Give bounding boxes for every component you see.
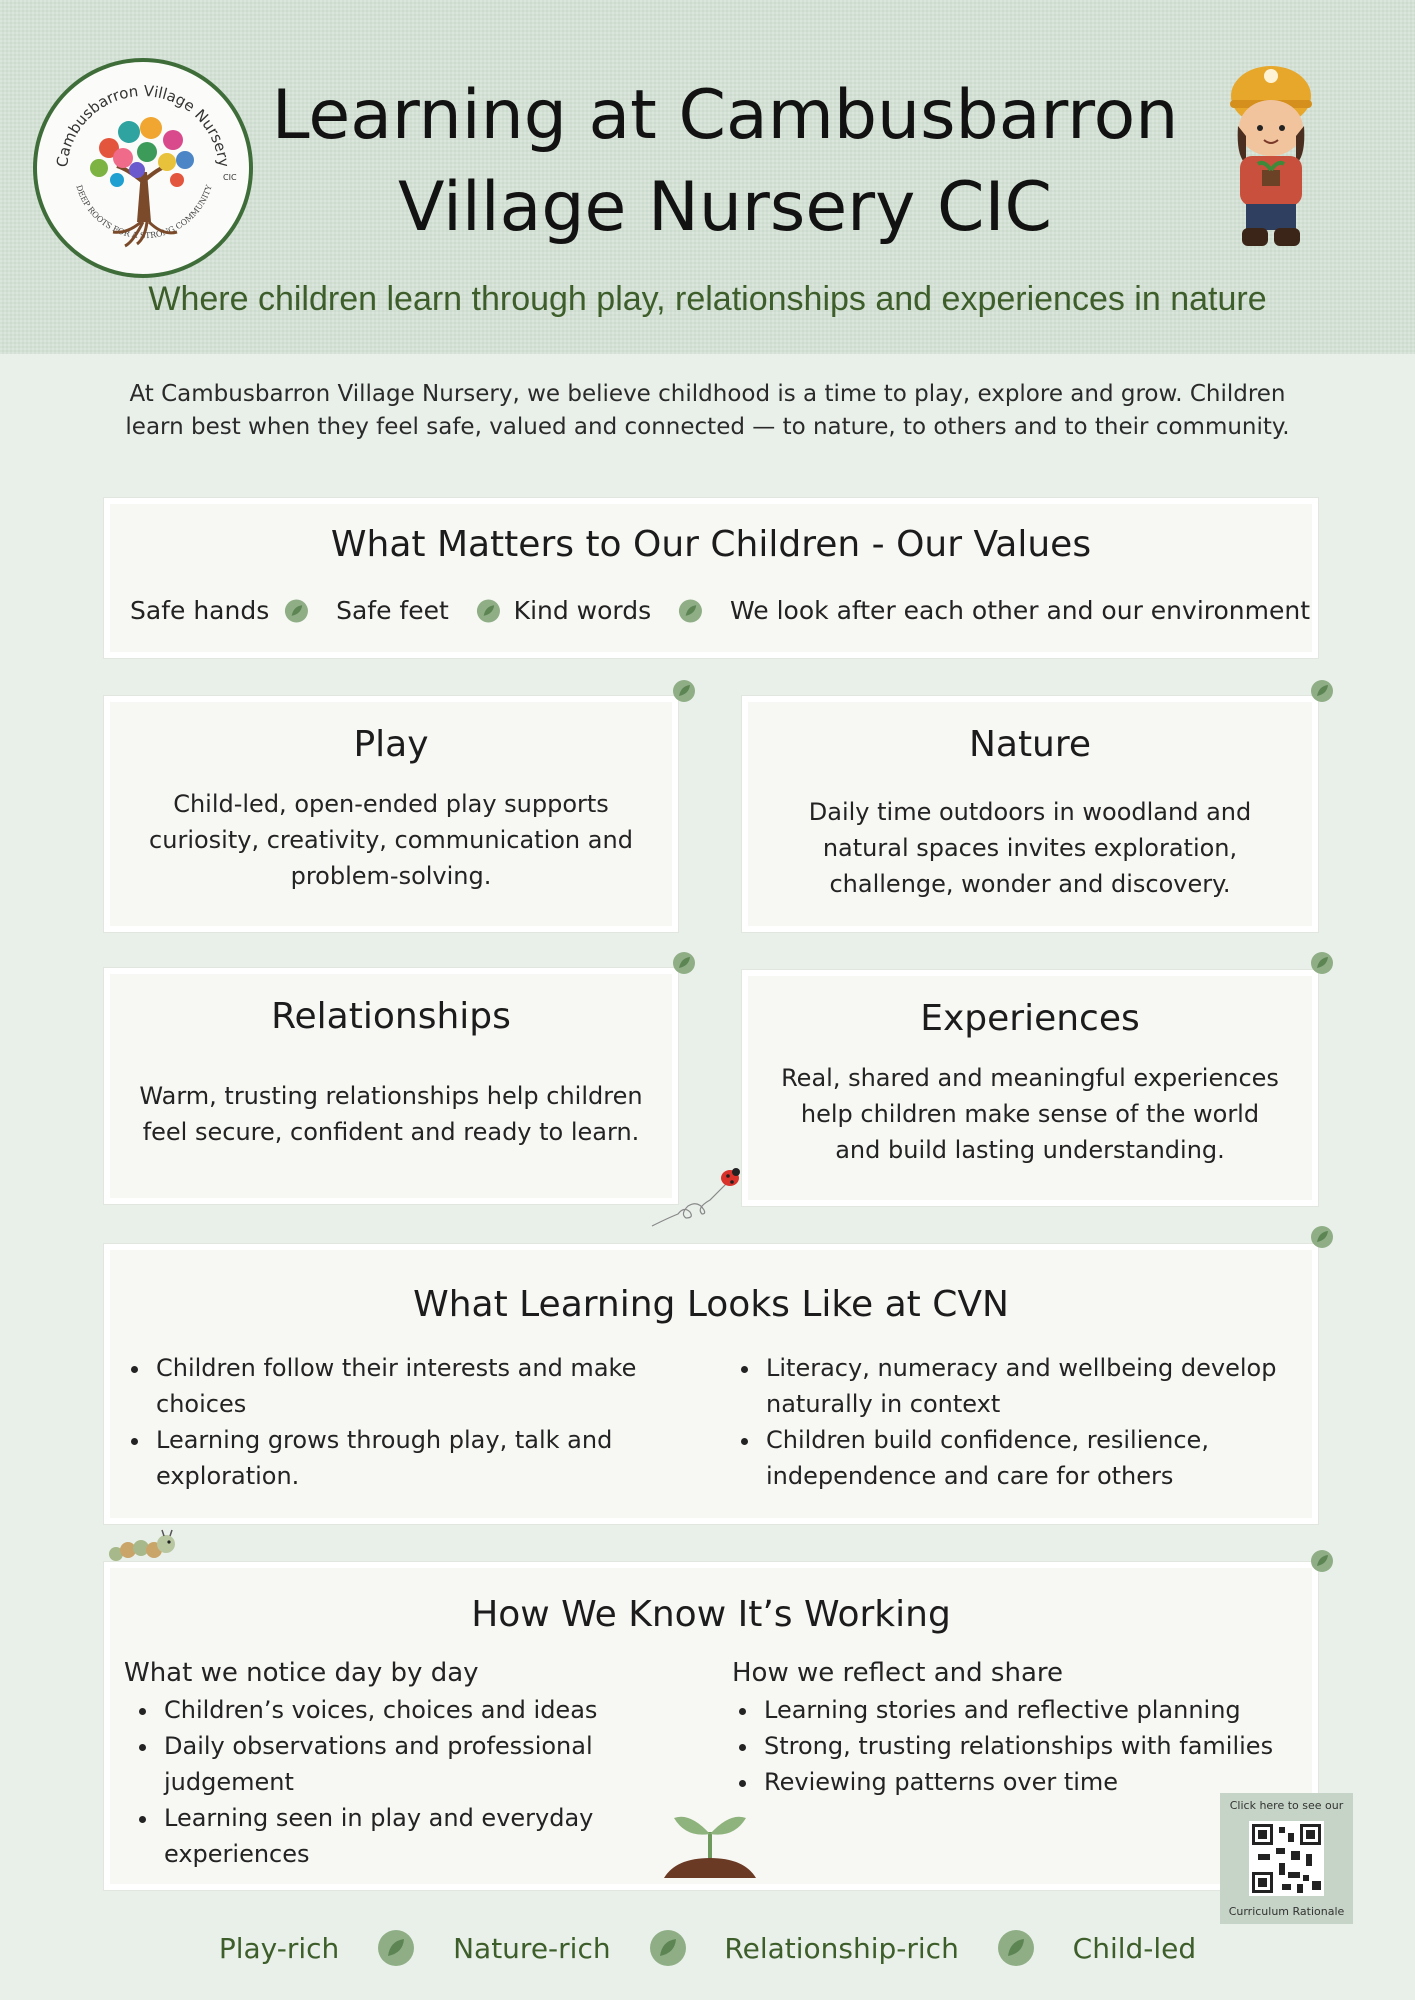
header-banner [0, 0, 1415, 354]
leaf-icon [996, 1928, 1036, 1968]
footer-keyword: Relationship-rich [724, 1931, 959, 1965]
working-list-left [124, 1692, 664, 1872]
pillar-text-line: problem-solving. [290, 862, 492, 890]
pillar-title: Experiences [920, 998, 1140, 1039]
footer-keywords [0, 1928, 1415, 1968]
qr-caption-top: Click here to see our [1229, 1799, 1344, 1812]
pillar-text [768, 1060, 1292, 1168]
list-item: • Learning grows through play, talk and exploration. [152, 1422, 672, 1494]
pillar-card-play [104, 696, 678, 932]
tree-logo-icon [37, 62, 249, 274]
pillar-card-experiences [742, 970, 1318, 1206]
pillar-card-relationships [104, 968, 678, 1204]
pillar-text-line: Real, shared and meaningful experiences [781, 1064, 1279, 1092]
working-left-column [124, 1658, 664, 1872]
logo-ring-text: Cambusbarron Village Nursery [53, 81, 233, 169]
value-item: We look after each other and our environment [730, 596, 1311, 625]
leaf-icon [1309, 678, 1335, 704]
pillar-text-line: natural spaces invites exploration, [822, 834, 1238, 862]
list-item: • Children’s voices, choices and ideas [160, 1692, 664, 1728]
gardener-mascot-icon [1216, 56, 1326, 256]
leaf-icon [376, 1928, 416, 1968]
caterpillar-icon [108, 1528, 180, 1564]
pillar-title: Nature [968, 724, 1092, 765]
leaf-icon [1309, 950, 1335, 976]
seedling-icon [660, 1802, 760, 1880]
list-item: • Learning stories and reflective planning [760, 1692, 1292, 1728]
intro-line-1: At Cambusbarron Village Nursery, we believe childhood is a time to play, explore and grow. Children [129, 381, 1286, 407]
pillar-text-line: help children make sense of the world [800, 1100, 1260, 1128]
leaf-icon [1309, 1224, 1335, 1250]
pillar-card-nature [742, 696, 1318, 932]
list-item: • Reviewing patterns over time [760, 1764, 1292, 1800]
value-item: Kind words [513, 596, 652, 625]
intro-line-2: learn best when they feel safe, valued and connected — to nature, to others and to their community. [125, 414, 1290, 440]
working-list-right [732, 1692, 1292, 1800]
intro-paragraph [100, 378, 1315, 444]
ladybird-icon [648, 1162, 744, 1230]
footer-keyword: Child-led [1072, 1931, 1197, 1965]
pillar-text [768, 794, 1292, 902]
list-item: • Children build confidence, resilience, independence and care for others [762, 1422, 1322, 1494]
column-title: How we reflect and share [732, 1658, 1064, 1688]
leaf-icon [671, 678, 697, 704]
learning-card [104, 1244, 1318, 1524]
title-line-1: Learning at Cambusbarron [271, 76, 1179, 155]
leaf-icon [671, 950, 697, 976]
qr-code-icon[interactable] [1249, 1821, 1324, 1896]
column-title: What we notice day by day [124, 1658, 479, 1688]
leaf-icon [677, 597, 704, 625]
learning-list-left [124, 1350, 672, 1494]
leaf-icon [1309, 1548, 1335, 1574]
pillar-text-line: and build lasting understanding. [835, 1136, 1225, 1164]
pillar-text-line: Child-led, open-ended play supports [173, 790, 609, 818]
values-list [130, 596, 1310, 625]
footer-keyword: Play-rich [218, 1931, 340, 1965]
leaf-icon [283, 597, 310, 625]
pillar-text [130, 786, 652, 894]
working-title: How We Know It’s Working [471, 1594, 951, 1635]
pillar-text [130, 1078, 652, 1150]
footer-keyword: Nature-rich [453, 1931, 611, 1965]
page-title [260, 70, 1190, 254]
value-item: Safe hands [130, 596, 270, 625]
learning-title: What Learning Looks Like at CVN [413, 1284, 1009, 1325]
pillar-title: Play [353, 724, 429, 765]
list-item: • Daily observations and professional judgement [160, 1728, 664, 1800]
pillar-text-line: Warm, trusting relationships help children [139, 1082, 643, 1110]
curriculum-qr-link[interactable] [1220, 1793, 1353, 1924]
list-item: • Learning seen in play and everyday experiences [160, 1800, 664, 1872]
pillar-text-line: Daily time outdoors in woodland and [808, 798, 1252, 826]
pillar-text-line: curiosity, creativity, communication and [149, 826, 633, 854]
title-line-2: Village Nursery CIC [397, 168, 1052, 247]
values-title: What Matters to Our Children - Our Values [330, 524, 1092, 565]
list-item: • Strong, trusting relationships with families [760, 1728, 1292, 1764]
value-item: Safe feet [336, 596, 449, 625]
working-right-column [732, 1658, 1292, 1800]
leaf-icon [648, 1928, 688, 1968]
pillar-title: Relationships [271, 996, 511, 1037]
nursery-logo [33, 58, 253, 278]
logo-cic-text: CIC [223, 173, 237, 182]
list-item: • Children follow their interests and make choices [152, 1350, 672, 1422]
learning-list-right [734, 1350, 1322, 1494]
list-item: • Literacy, numeracy and wellbeing develop naturally in context [762, 1350, 1322, 1422]
leaf-icon [475, 597, 502, 625]
pillar-text-line: feel secure, confident and ready to learn. [142, 1118, 640, 1146]
tagline: Where children learn through play, relationships and experiences in nature [148, 280, 1267, 318]
values-card [104, 498, 1318, 658]
qr-caption-bottom: Curriculum Rationale [1228, 1905, 1345, 1918]
pillar-text-line: challenge, wonder and discovery. [829, 870, 1231, 898]
logo-motto-text: DEEP ROOTS FOR A STRONG COMMUNITY [74, 183, 214, 241]
